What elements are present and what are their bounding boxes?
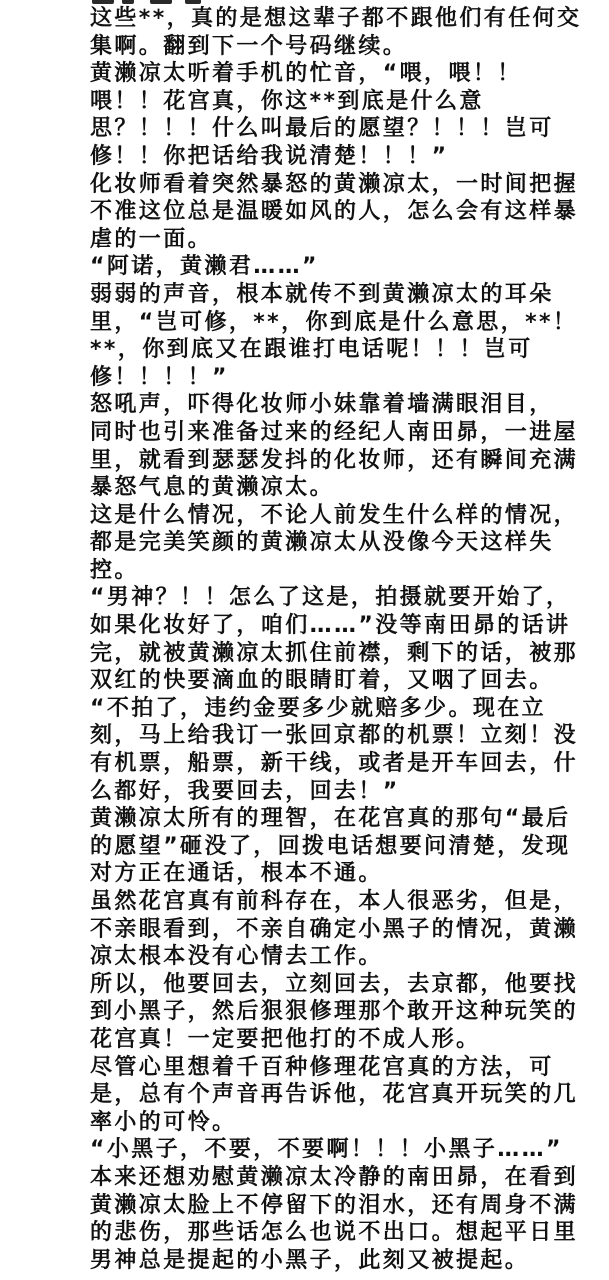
text-line: “阿诺，黄濑君……” — [90, 254, 319, 280]
text-line: 思？！！！什么叫最后的愿望？！！！岂可 — [90, 116, 554, 142]
text-line: 么都好，我要回去，回去！” — [90, 778, 400, 804]
text-line: **，你到底又在跟谁打电话呢！！！岂可 — [90, 337, 533, 363]
text-line: 这些**，真的是想这辈子都不跟他们有任何交 — [90, 6, 582, 31]
text-line: 里，就看到瑟瑟发抖的化妆师，还有瞬间充满 — [90, 447, 579, 473]
text-line: 本来还想劝慰黄濑凉太冷静的南田昴，在看到 — [90, 1164, 579, 1190]
text-line: “男神？！！怎么了这是，拍摄就要开始了， — [90, 585, 571, 611]
text-line: 虽然花宫真有前科存在，本人很恶劣，但是， — [90, 889, 579, 914]
text-line: 里，“岂可修，**，你到底是什么意思，**！ — [90, 309, 578, 335]
text-line: 是，总有个声音再告诉他，花宫真开玩笑的几 — [90, 1082, 579, 1108]
text-line: “不拍了，违约金要多少就赔多少。现在立 — [90, 695, 547, 721]
article-text — [90, 5, 590, 1274]
text-line: 暴怒气息的黄濑凉太。 — [90, 475, 335, 501]
text-line: 双红的快要滴血的眼睛盯着，又咽了回去。 — [90, 668, 554, 694]
text-line: 所以，他要回去，立刻回去，去京都，他要找 — [90, 971, 579, 997]
text-line: 如果化妆好了，咱们……”没等南田昴的话讲 — [90, 613, 571, 639]
text-line: 花宫真！一定要把他打的不成人形。 — [90, 1026, 481, 1052]
text-line: 黄濑凉太脸上不停留下的泪水，还有周身不满 — [90, 1192, 579, 1218]
text-line: 率小的可怜。 — [90, 1109, 237, 1135]
text-line: 控。 — [90, 557, 139, 583]
text-line: 这是什么情况，不论人前发生什么样的情况， — [90, 502, 579, 528]
text-line: 黄濑凉太听着手机的忙音，“喂，喂！！ — [90, 61, 522, 87]
text-line: 化妆师看着突然暴怒的黄濑凉太，一时间把握 — [90, 171, 579, 197]
text-line: 修！！你把话给我说清楚！！！” — [90, 143, 449, 169]
text-line: 不准这位总是温暖如风的人，怎么会有这样暴 — [90, 199, 579, 225]
text-line: 男神总是提起的小黑子，此刻又被提起。 — [90, 1247, 530, 1273]
text-line: 的悲伤，那些话怎么也说不出口。想起平日里 — [90, 1220, 579, 1246]
text-line: 集啊。翻到下一个号码继续。 — [90, 33, 408, 59]
text-line: “小黑子，不要，不要啊！！！小黑子……” — [90, 1137, 563, 1163]
text-line: 黄濑凉太所有的理智，在花宫真的那句“最后 — [90, 806, 571, 832]
text-line: 虐的一面。 — [90, 226, 213, 252]
text-line: 刻，马上给我订一张回京都的机票！立刻！没 — [90, 723, 579, 749]
text-line: 完，就被黄濑凉太抓住前襟，剩下的话，被那 — [90, 640, 579, 666]
text-line: 有机票，船票，新干线，或者是开车回去，什 — [90, 751, 579, 777]
text-line: 凉太根本没有心情去工作。 — [90, 944, 383, 970]
text-line: 都是完美笑颜的黄濑凉太从没像今天这样失 — [90, 530, 554, 556]
text-line: 到小黑子，然后狠狠修理那个敢开这种玩笑的 — [90, 999, 579, 1025]
text-line: 喂！！花宫真，你这**到底是什么意 — [90, 88, 484, 114]
text-line: 对方正在通话，根本不通。 — [90, 861, 383, 887]
text-line: 怒吼声，吓得化妆师小妹靠着墙满眼泪目， — [90, 392, 554, 418]
text-line: 的愿望”砸没了，回拨电话想要问清楚，发现 — [90, 833, 571, 859]
text-line: 修！！！！” — [90, 364, 229, 390]
text-line: 不亲眼看到，不亲自确定小黑子的情况，黄濑 — [90, 916, 579, 942]
text-line: 同时也引来准备过来的经纪人南田昴，一进屋 — [90, 419, 579, 445]
text-line: 尽管心里想着千百种修理花宫真的方法，可 — [90, 1054, 554, 1080]
text-line: 弱弱的声音，根本就传不到黄濑凉太的耳朵 — [90, 281, 554, 307]
